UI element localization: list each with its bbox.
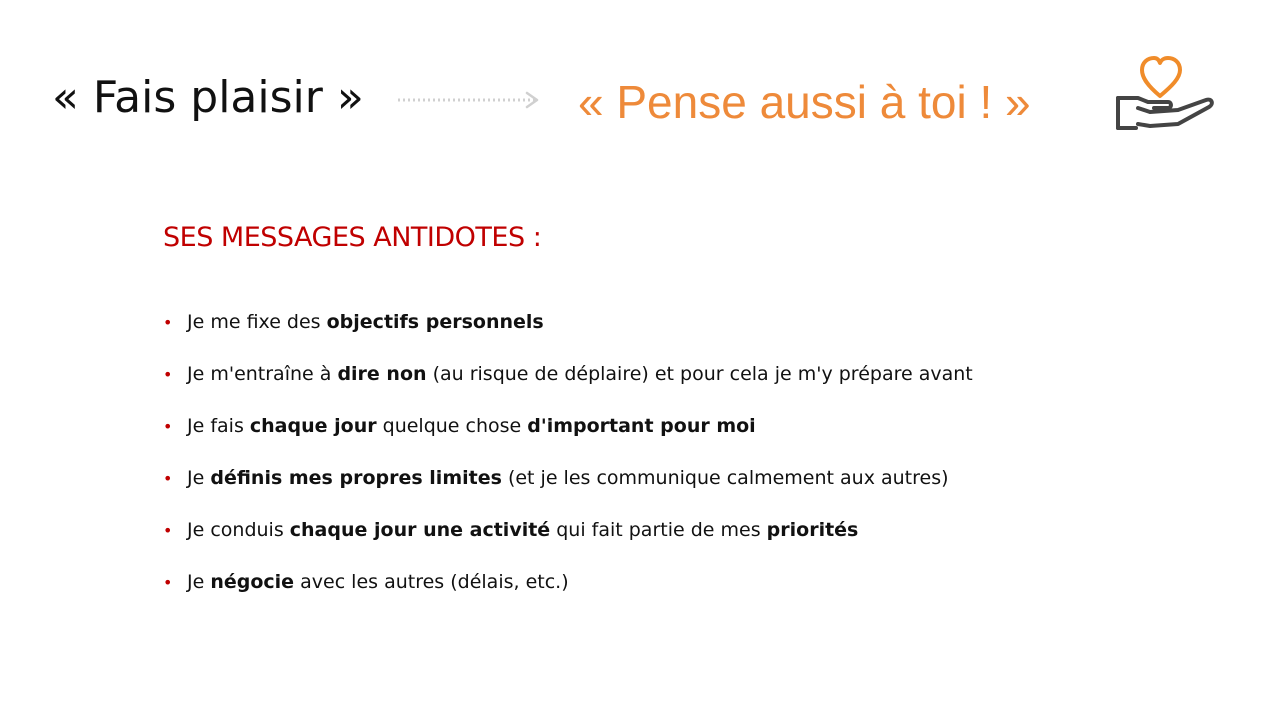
section-heading: SES MESSAGES ANTIDOTES : [163, 222, 542, 253]
bold-text: objectifs personnels [326, 311, 544, 333]
bold-text: négocie [210, 571, 295, 593]
bullet-icon: • [163, 364, 173, 384]
bold-text: chaque jour [249, 415, 377, 437]
text: qui fait partie de mes [550, 519, 767, 541]
list-item [163, 504, 973, 556]
list-item-text [187, 571, 569, 593]
list-item [163, 296, 973, 348]
bullet-icon: • [163, 572, 173, 592]
text: Je m'entraîne à [187, 363, 338, 385]
list-item-text [187, 415, 756, 437]
bullet-icon: • [163, 520, 173, 540]
bold-text: dire non [337, 363, 427, 385]
bullet-icon: • [163, 312, 173, 332]
list-item-text [187, 363, 973, 385]
text: Je fais [187, 415, 250, 437]
list-item [163, 400, 973, 452]
list-item [163, 556, 973, 608]
bullet-icon: • [163, 416, 173, 436]
text: Je [187, 467, 211, 489]
bold-text: d'important pour moi [527, 415, 756, 437]
text: Je me fixe des [187, 311, 327, 333]
title-fais-plaisir: « Fais plaisir » [52, 72, 364, 123]
text: avec les autres (délais, etc.) [294, 571, 569, 593]
list-item [163, 452, 973, 504]
list-item-text [187, 467, 949, 489]
list-item-text [187, 311, 544, 333]
list-item [163, 348, 973, 400]
text: (et je les communique calmement aux autres) [501, 467, 949, 489]
antidote-messages-list [163, 296, 973, 608]
bold-text: définis mes propres limites [210, 467, 502, 489]
hand-holding-heart-icon [1112, 54, 1216, 138]
text: Je conduis [187, 519, 290, 541]
bullet-icon: • [163, 468, 173, 488]
bold-text: chaque jour une activité [289, 519, 551, 541]
dotted-arrow-right-icon [396, 89, 544, 111]
text: quelque chose [376, 415, 528, 437]
bold-text: priorités [766, 519, 859, 541]
text: (au risque de déplaire) et pour cela je m'y prépare avant [426, 363, 973, 385]
title-pense-aussi-a-toi: « Pense aussi à toi ! » [578, 76, 1031, 128]
text: Je [187, 571, 211, 593]
list-item-text [187, 519, 858, 541]
